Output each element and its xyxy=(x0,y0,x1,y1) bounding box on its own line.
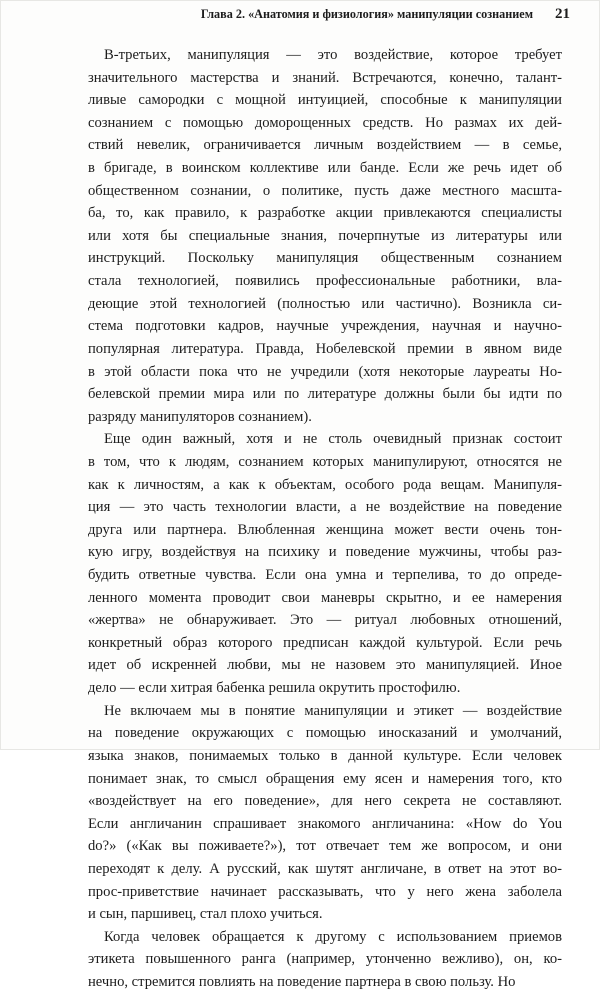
text-line: на поведение окружающих с помощью иносказаний и умолчаний, xyxy=(88,725,562,742)
text-line: стала технологией, появились профессиональные работники, вла- xyxy=(88,273,562,290)
text-line: друга или партнера. Влюбленная женщина может вести очень тон- xyxy=(88,521,562,538)
text-line: «жертва» не обнаруживает. Это — ритуал любовных отношений, xyxy=(88,612,562,629)
text-line: do?» («Как вы поживаете?»), тот отвечает тем же вопросом, и они xyxy=(88,838,562,855)
text-line: нечно, стремится повлиять на поведение партнера в свою пользу. Но xyxy=(88,973,516,990)
chapter-running-title: Глава 2. «Анатомия и физиология» манипуляции сознанием xyxy=(200,7,533,21)
text-line: Когда человек обращается к другому с использованием приемов xyxy=(104,928,562,945)
text-line: разряду манипуляторов сознанием). xyxy=(88,408,312,425)
text-line: в бригаде, в воинском коллективе или банде. Если же речь идет об xyxy=(88,160,562,177)
text-line: Если англичанин спрашивает знакомого англичанина: «How do You xyxy=(88,815,562,832)
text-line: белевской премии мира или по литературе должны были бы идти по xyxy=(88,386,562,403)
text-line: языка знаков, понимаемых только в данной культуре. Если человек xyxy=(88,747,562,764)
text-line: «воздействует на его поведение», для него секрета не составляют. xyxy=(88,793,562,810)
text-line: этикета повышенного ранга (например, утонченно вежливо), он, ко- xyxy=(88,951,562,968)
text-line: деющие этой технологией (полностью или частично). Возникла си- xyxy=(88,295,562,312)
text-line: общественном сознании, о политике, пусть даже местного масшта- xyxy=(88,182,562,199)
text-line: будить ответные чувства. Если она умна и терпелива, то до опреде- xyxy=(88,567,562,584)
text-line: или хотя бы специальные знания, почерпнутые из литературы или xyxy=(88,227,562,244)
text-line: ленного момента проводит свои маневры скрытно, и ее намерения xyxy=(88,589,562,606)
paragraph xyxy=(88,700,562,926)
text-line: кую игру, воздействуя на психику и поведение мужчины, чтобы раз- xyxy=(88,544,562,561)
text-line: переходят к делу. А русский, как шутят англичане, в ответ на этот во- xyxy=(88,860,562,877)
text-line: конкретный образ которого предписан каждой культурой. Если речь xyxy=(88,634,562,651)
text-line: дело — если хитрая бабенка решила окрутить простофилю. xyxy=(88,680,461,697)
text-line: Не включаем мы в понятие манипуляции и этикет — воздействие xyxy=(104,702,562,719)
text-line: инструкций. Поскольку манипуляция общественным сознанием xyxy=(88,250,562,267)
text-line: понимает знак, то смысл обращения ему ясен и намерения того, кто xyxy=(88,770,562,787)
text-line: как к личностям, а как к объектам, особого рода вещам. Манипуля- xyxy=(88,476,562,493)
text-line: ция — это часть технологии власти, а не воздействие на поведение xyxy=(88,499,562,516)
text-line: В-третьих, манипуляция — это воздействие, которое требует xyxy=(104,47,562,63)
running-head xyxy=(180,6,570,28)
text-line: сознанием с помощью доморощенных средств. Но размах их дей- xyxy=(88,114,562,131)
text-line: ливые самородки с мощной интуицией, способные к манипуляции xyxy=(88,92,562,109)
text-line: прос-приветствие начинает рассказывать, что у него жена заболела xyxy=(88,883,562,900)
text-line: стема подготовки кадров, научные учреждения, научная и научно- xyxy=(88,318,562,335)
text-line: и сын, паршивец, стал плохо учиться. xyxy=(88,906,323,923)
text-line: популярная литература. Правда, Нобелевской премии в явном виде xyxy=(88,340,562,357)
paragraph xyxy=(88,926,562,994)
text-line: значительного мастерства и знаний. Встречаются, конечно, талант- xyxy=(88,69,562,86)
body-text xyxy=(88,44,562,994)
text-line: ствий невелик, ограничивается личным воздействием — в семье, xyxy=(88,137,562,154)
text-line: в том, что к людям, сознанием которых манипулируют, относятся не xyxy=(88,453,562,470)
text-line: идет об искренней любви, мы не назовем это манипуляцией. Иное xyxy=(88,657,562,674)
paragraph xyxy=(88,428,562,699)
paragraph xyxy=(88,44,562,428)
text-line: Еще один важный, хотя и не столь очевидный признак состоит xyxy=(104,431,562,448)
text-line: в этой области пока что не учредили (хотя некоторые лауреаты Но- xyxy=(88,363,562,380)
page-number: 21 xyxy=(555,6,570,22)
text-line: ба, то, как правило, к разработке акции привлекаются специалисты xyxy=(88,205,562,222)
